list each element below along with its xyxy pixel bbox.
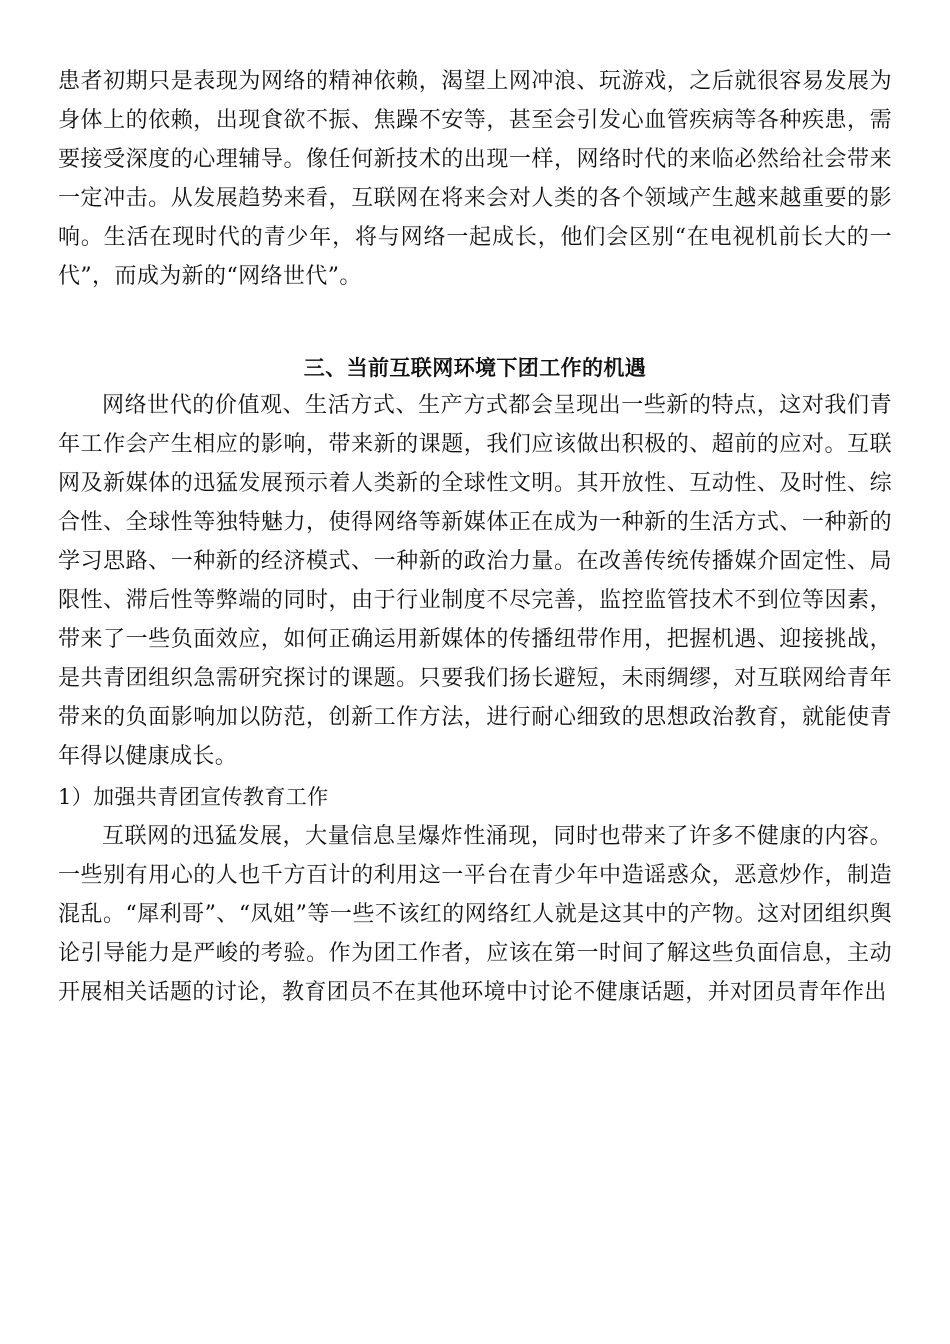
sub-heading: 1）加强共青团宣传教育工作 xyxy=(58,785,329,809)
intro-paragraph: 患者初期只是表现为网络的精神依赖，渴望上网冲浪、玩游戏，之后就很容易发展为身体上的依赖，出现食欲不振、焦躁不安等，甚至会引发心血管疾病等各种疾患，需要接受深度的心理辅导。像任何新技术的出现一样，网络时代的来临必然给社会带来一定冲击。从发展趋势来看，互联网在将来会对人类的各个领域产生越来越重要的影响。生活在现时代的青少年，将与网络一起成长，他们会区别“在电视机前长大的一代”，而成为新的“网络世代”。 xyxy=(58,69,892,289)
section-heading: 三、当前互联网环境下团工作的机遇 xyxy=(303,355,647,380)
section-paragraph: 网络世代的价值观、生活方式、生产方式都会呈现出一些新的特点，这对我们青年工作会产生相应的影响，带来新的课题，我们应该做出积极的、超前的应对。互联网及新媒体的迅猛发展预示着人类新的全球性文明。其开放性、互动性、及时性、综合性、全球性等独特魅力，使得网络等新媒体正在成为一种新的生活方式、一种新的学习思路、一种新的经济模式、一种新的政治力量。在改善传统传播媒介固定性、局限性、滞后性等弊端的同时，由于行业制度不尽完善，监控监管技术不到位等因素，带来了一些负面效应，如何正确运用新媒体的传播纽带作用，把握机遇、迎接挑战，是共青团组织急需研究探讨的课题。只要我们扬长避短，未雨绸缪，对互联网给青年带来的负面影响加以防范，创新工作方法，进行耐心细致的思想政治教育，就能使青年得以健康成长。 xyxy=(58,393,892,769)
sub-paragraph: 互联网的迅猛发展，大量信息呈爆炸性涌现，同时也带来了许多不健康的内容。一些别有用心的人也千方百计的利用这一平台在青少年中造谣惑众，恶意炒作，制造混乱。“犀利哥”、“凤姐”等一些不该红的网络红人就是这其中的产物。这对团组织舆论引导能力是严峻的考验。作为团工作者，应该在第一时间了解这些负面信息，主动开展相关话题的讨论，教育团员不在其他环境中讨论不健康话题，并对团员青年作出 xyxy=(58,824,892,1005)
document-page xyxy=(58,62,892,1012)
